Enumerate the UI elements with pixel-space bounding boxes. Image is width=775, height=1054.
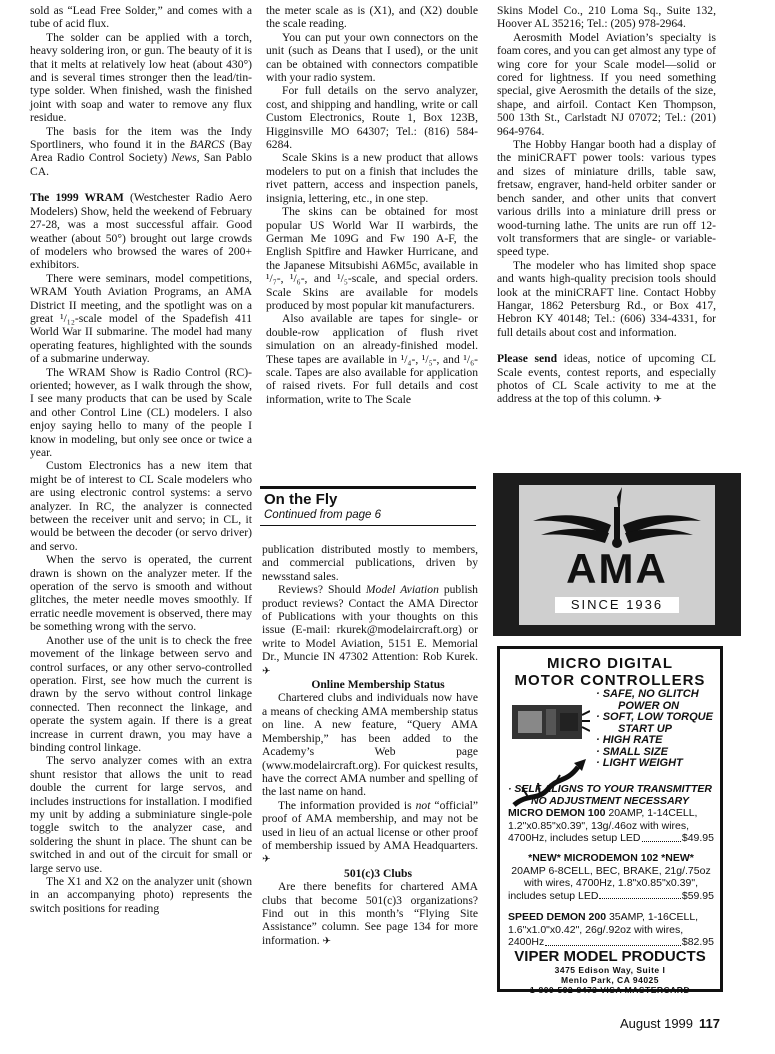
- feature-item: START UP: [618, 722, 672, 735]
- paragraph: The Hobby Hangar booth had a display of the miniCRAFT power tools: various types and sizes of miniature drills, table saw, fretsaw, engraver, hand-held orbiter sander or bench sander, and other units that convert various drills into a miniature drill press or wood-turning lathe. The units are run off 12-volt transformers that are single- or variable-speed type.: [497, 138, 716, 259]
- issue-date: August 1999: [620, 1016, 694, 1031]
- price: $49.95: [681, 832, 714, 844]
- feature-item: POWER ON: [618, 699, 680, 712]
- paragraph: The servo analyzer comes with an extra shunt resistor that allows the unit to read double the current for large servos, and includes instructions for installation. I modified my unit by adding a subminiature single-pole toggle switch to the analyzer case, and soldering the shunt in place. The shunt can be switched in and out of the circuit for small or large servo use.: [30, 754, 252, 875]
- feature-list: [596, 689, 720, 770]
- end-mark-icon: ✈: [262, 854, 271, 866]
- wram-lead: The 1999 WRAM: [30, 191, 124, 205]
- ama-logo: [493, 473, 741, 636]
- feature-item: · SOFT, LOW TORQUE: [596, 711, 713, 723]
- price: $59.95: [681, 889, 714, 902]
- paragraph: Also available are tapes for single- or double-row application of flush rivet simulation on an already-finished model. These tapes are available in ¹/₄-, ¹/₅-, and ¹/₆-scale. Tapes are also available for application of raised rivets. For full details and cost information, write to The Scale: [266, 312, 478, 406]
- feature-item: · SAFE, NO GLITCH: [596, 688, 699, 700]
- company-city: Menlo Park, CA 94025: [560, 975, 660, 985]
- page-footer: [560, 1016, 720, 1031]
- price: $82.95: [681, 936, 714, 948]
- paragraph: the meter scale as is (X1), and (X2) double the scale reading.: [266, 4, 478, 31]
- section-rule: [260, 486, 476, 489]
- paragraph: publication distributed mostly to members, and commercial publications, driven by newsstand sales.: [262, 543, 478, 583]
- ama-since-badge: SINCE 1936: [555, 597, 679, 613]
- product-micro-demon-102: *NEW* MICRODEMON 102 *NEW* 20AMP 6-8CELL, BEC, BRAKE, 21g/.75oz with wires, 4700Hz, 1.8"x0.85"x0.39", includes setup LED $59.95: [508, 852, 714, 902]
- paragraph: Aerosmith Model Aviation’s specialty is foam cores, and you can get almost any type of wing core for your Scale model—solid or cored for lightness. If you need something special, give Aerosmith the details of the size, shape, and airfoil. Contact Ken Thompson, 500 13th St., Carlstadt NJ 07072; Tel.: (201) 964-9764.: [497, 30, 716, 138]
- ad-tagline: · SELF ALIGNS TO YOUR TRANSMITTER NO ADJUSTMENT NECESSARY: [508, 783, 712, 807]
- column-3: [497, 4, 716, 407]
- paragraph: Please send ideas, notice of upcoming CL Scale events, contest reports, and especially photos of CL Scale activity to me at the address at the top of this column. ✈: [497, 352, 717, 406]
- paragraph: Skins Model Co., 210 Loma Sq., Suite 132, Hoover AL 35216; Tel.: (205) 978-2964.: [497, 4, 716, 31]
- paragraph: For full details on the servo analyzer, cost, and shipping and handling, write or call Custom Electronics, Route 1, Box 123B, Higginsville MO 64307; Tel.: (816) 584-6284.: [266, 84, 478, 152]
- column-2: [266, 4, 478, 406]
- paragraph: Reviews? Should Model Aviation publish product reviews? Contact the AMA Director of Publications with your thoughts on this issue (E-mail: rkurek@modelaircraft.org) or write to Model Aviation, 5151 E. Memorial Dr., Muncie IN 47302 Attention: Rob Kurek. ✈: [262, 583, 478, 677]
- paragraph: The information provided is not “official” proof of AMA membership, and may not be used in lieu of an actual license or other proof of membership issued by AMA Headquarters. ✈: [262, 798, 478, 866]
- product-speed-demon-200: SPEED DEMON 200 35AMP, 1-16CELL, 1.6"x1.0"x0.42", 26g/.92oz with wires, 2400Hz $82.95: [508, 911, 714, 948]
- paragraph: There were seminars, model competitions, WRAM Youth Aviation Programs, an AMA District II meeting, and the spotlight was on a great ¹/₁₂-scale model of the Spadefish 411 World War II submarine. The model had many operating features, highlighted with the sounds of a submarine underway.: [30, 271, 252, 366]
- on-the-fly-column: [262, 543, 478, 948]
- paragraph: The WRAM Show is Radio Control (RC)-oriented; however, as I walk through the show, I see many products that can be used by Scale and other Control Line (CL) modelers. I also enjoy saying hello to many of the people I know in modeling, but only see once or twice a year.: [30, 365, 252, 459]
- controller-photo-icon: [510, 691, 590, 751]
- paragraph: Scale Skins is a new product that allows modelers to put on a finish that includes the rivet pattern, access and inspection panels, insignia, lettering, etc., in one step.: [266, 151, 478, 205]
- paragraph: The solder can be applied with a torch, heavy soldering iron, or gun. The beauty of it is that it melts at relatively low heat (about 430°) and is several times stronger then the lead/tin-type solder. When finished, wash the finished joint with soap and water to remove any flux residue.: [30, 30, 252, 125]
- ad-company-info: [500, 948, 720, 995]
- paragraph: The X1 and X2 on the analyzer unit (shown in an accompanying photo) represents the switch positions for reading: [30, 875, 252, 915]
- subheading: Online Membership Status: [311, 678, 445, 692]
- paragraph: The modeler who has limited shop space and wants high-quality precision tools should look at the miniCRAFT line. Contact Hobby Hangar, 1862 Petersburg Rd., or Box 417, Hebron KY 40148; Tel.: (606) 334-4331, for full details about cost and information.: [497, 258, 716, 339]
- product-micro-demon-100: MICRO DEMON 100 20AMP, 1-14CELL, 1.2"x0.85"x0.39", 13g/.46oz with wires, 4700Hz, includes setup LED $49.95: [508, 807, 714, 844]
- feature-item: · SMALL SIZE: [596, 745, 668, 758]
- end-mark-icon: ✈: [262, 665, 271, 677]
- company-address: 3475 Edison Way, Suite I: [554, 965, 666, 975]
- company-name: VIPER MODEL PRODUCTS: [514, 948, 706, 965]
- end-mark-icon: ✈: [322, 935, 331, 947]
- page-number: 117: [699, 1016, 720, 1031]
- feature-item: · LIGHT WEIGHT: [596, 757, 683, 769]
- paragraph: sold as “Lead Free Solder,” and comes with a tube of acid flux.: [30, 4, 252, 31]
- paragraph: When the servo is operated, the current drawn is shown on the analyzer meter. If the operation of the servo is smooth and without glitches, the meter needle moves smoothly. If erratic needle movement is observed, there may be something wrong with the servo.: [30, 553, 252, 634]
- subheading: 501(c)3 Clubs: [344, 866, 412, 880]
- ama-wordmark: AMA: [566, 545, 668, 592]
- company-phone: 1-800-592-8473 VISA MASTERCARD: [529, 985, 691, 995]
- wram-paragraph: The 1999 WRAM (Westchester Radio Aero Modelers) Show, held the weekend of February 27-28, was a most successful affair. Good weather (about 50°) brought out large crowds of modelers who browsed the wares of 200+ exhibitors.: [30, 191, 252, 272]
- viper-advertisement: [497, 646, 723, 995]
- section-rule-thin: [260, 525, 476, 526]
- paragraph: Chartered clubs and individuals now have a means of checking AMA membership status on line. A new feature, “Query AMA Membership,” has been added to the Academy’s Web page (www.modelaircraft.org). For quickest results, have the correct AMA number and spelling of the last name on hand.: [262, 691, 478, 799]
- column-1: [30, 4, 252, 915]
- continued-from: Continued from page 6: [264, 509, 381, 521]
- ad-title: MICRO DIGITAL MOTOR CONTROLLERS: [514, 655, 706, 689]
- paragraph: The basis for the item was the Indy Sportliners, who found it in the BARCS (Bay Area Radio Control Society) News, San Pablo CA.: [30, 124, 253, 178]
- end-mark-icon: ✈: [653, 394, 662, 406]
- paragraph: You can put your own connectors on the unit (such as Deans that I used), or the unit can be obtained with connectors compatible with your radio system.: [266, 30, 478, 85]
- paragraph: The skins can be obtained for most popular US World War II warbirds, the German Me 109G and Fw 190 A-F, the English Spitfire and Hawker Hurricane, and the Japanese Mitsubishi A6M5c, available in ¹/₇-, ¹/₆-, and ¹/₅-scale, and special orders. Scale Skins are available for models produced by most popular kit manufacturers.: [266, 205, 478, 312]
- section-title: On the Fly: [264, 491, 338, 508]
- paragraph: Are there benefits for chartered AMA clubs that become 501(c)3 organizations? Find out in this month’s “Flying Site Assistance” column. See page 134 for more information. ✈: [262, 880, 478, 947]
- paragraph: Custom Electronics has a new item that might be of interest to CL Scale modelers who are using electronic control systems: a servo analyzer. In RC, the analyzer is connected between the receiver unit and servo; in CL, it would be between the decoder (or servo driver) and servo.: [30, 459, 252, 553]
- ama-logo-panel: [519, 485, 715, 625]
- paragraph: Another use of the unit is to check the free movement of the linkage between servo and control surfaces, or any other servo-controlled operation. First, see how much the current is drawn by the servo without control linkage connected. Then reconnect the linkage, and operate the system again. If there is a great increase in current drawn, you may have a binding control linkage.: [30, 633, 252, 754]
- feature-item: · HIGH RATE: [596, 734, 663, 746]
